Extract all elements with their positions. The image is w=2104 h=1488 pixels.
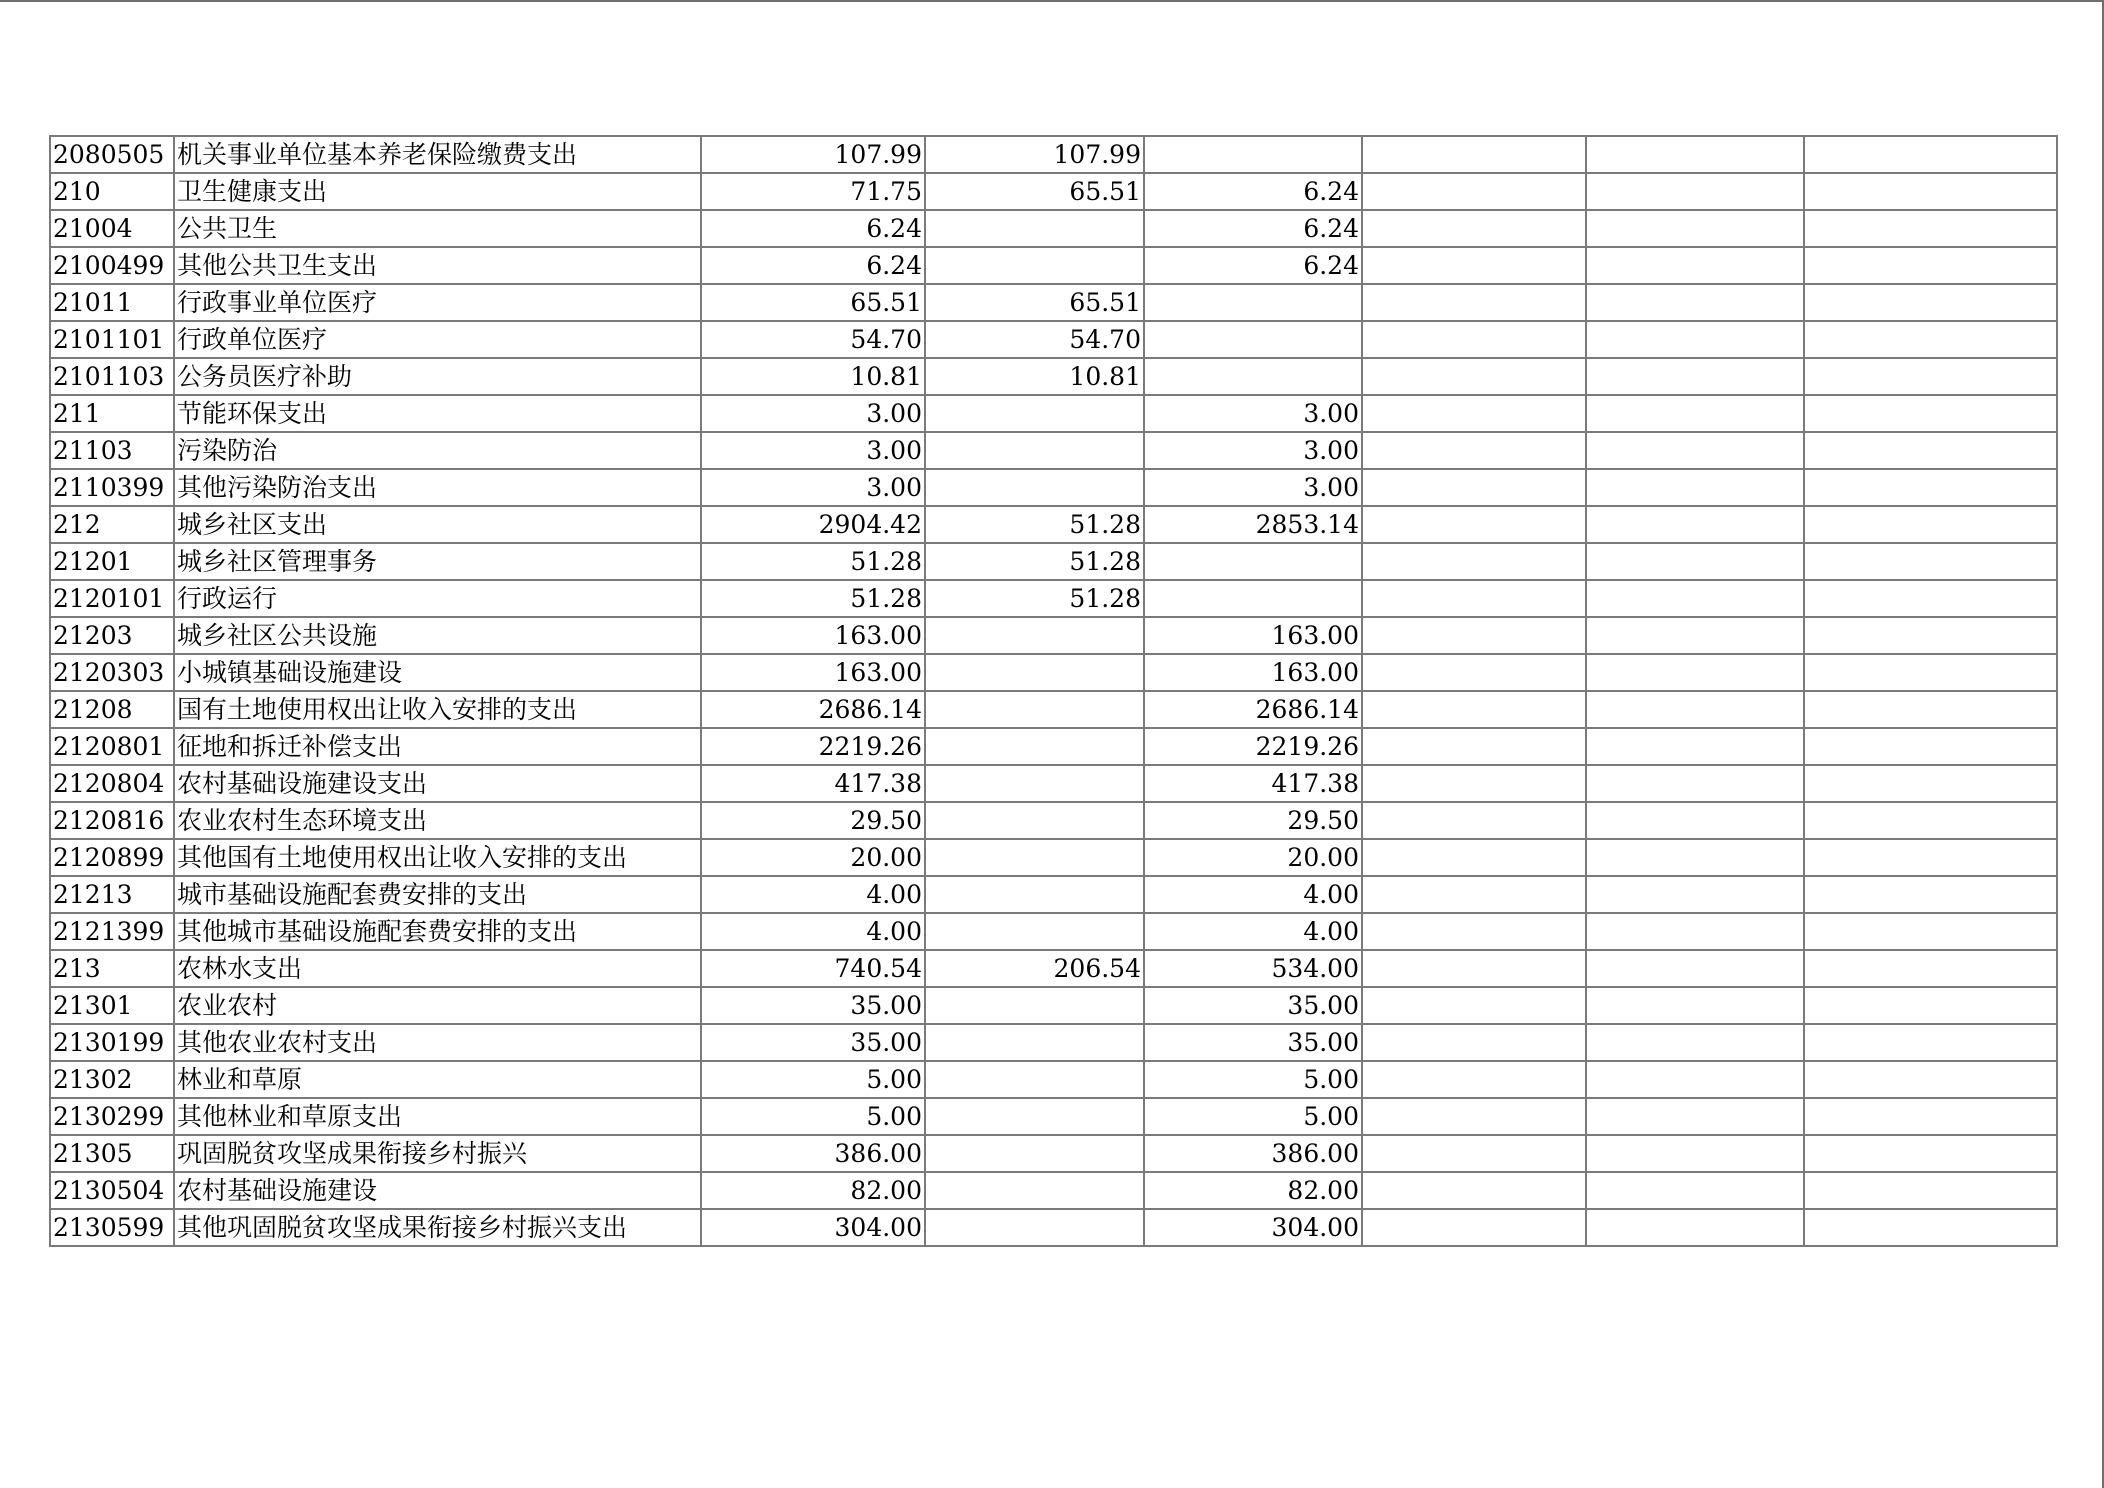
empty-cell	[1586, 284, 1804, 321]
subject-code-cell: 21213	[50, 876, 174, 913]
subject-name-cell: 农业农村生态环境支出	[174, 802, 701, 839]
table-row	[50, 210, 2057, 247]
project-expenditure-cell: 534.00	[1144, 950, 1362, 987]
basic-expenditure-cell	[925, 987, 1144, 1024]
empty-cell	[1804, 358, 2057, 395]
total-amount-cell: 51.28	[701, 580, 925, 617]
total-amount-cell: 2686.14	[701, 691, 925, 728]
empty-cell	[1362, 136, 1586, 173]
subject-name-cell: 公务员医疗补助	[174, 358, 701, 395]
project-expenditure-cell: 6.24	[1144, 173, 1362, 210]
project-expenditure-cell: 2219.26	[1144, 728, 1362, 765]
basic-expenditure-cell	[925, 469, 1144, 506]
table-row	[50, 691, 2057, 728]
basic-expenditure-cell	[925, 654, 1144, 691]
subject-name-cell: 行政单位医疗	[174, 321, 701, 358]
empty-cell	[1362, 839, 1586, 876]
table-row	[50, 247, 2057, 284]
table-row	[50, 469, 2057, 506]
empty-cell	[1362, 506, 1586, 543]
basic-expenditure-cell: 51.28	[925, 543, 1144, 580]
empty-cell	[1804, 1098, 2057, 1135]
empty-cell	[1804, 1061, 2057, 1098]
subject-name-cell: 城乡社区管理事务	[174, 543, 701, 580]
empty-cell	[1586, 1135, 1804, 1172]
basic-expenditure-cell	[925, 210, 1144, 247]
basic-expenditure-cell	[925, 765, 1144, 802]
table-row	[50, 506, 2057, 543]
subject-name-cell: 巩固脱贫攻坚成果衔接乡村振兴	[174, 1135, 701, 1172]
total-amount-cell: 2219.26	[701, 728, 925, 765]
empty-cell	[1804, 802, 2057, 839]
subject-name-cell: 林业和草原	[174, 1061, 701, 1098]
subject-code-cell: 2120801	[50, 728, 174, 765]
empty-cell	[1804, 247, 2057, 284]
total-amount-cell: 35.00	[701, 987, 925, 1024]
empty-cell	[1362, 284, 1586, 321]
subject-code-cell: 2120804	[50, 765, 174, 802]
total-amount-cell: 20.00	[701, 839, 925, 876]
total-amount-cell: 3.00	[701, 395, 925, 432]
subject-name-cell: 其他巩固脱贫攻坚成果衔接乡村振兴支出	[174, 1209, 701, 1246]
basic-expenditure-cell: 65.51	[925, 284, 1144, 321]
basic-expenditure-cell: 107.99	[925, 136, 1144, 173]
empty-cell	[1362, 691, 1586, 728]
empty-cell	[1586, 136, 1804, 173]
empty-cell	[1362, 1172, 1586, 1209]
empty-cell	[1362, 247, 1586, 284]
subject-code-cell: 2130504	[50, 1172, 174, 1209]
basic-expenditure-cell	[925, 395, 1144, 432]
subject-code-cell: 21201	[50, 543, 174, 580]
subject-name-cell: 城乡社区公共设施	[174, 617, 701, 654]
table-row	[50, 432, 2057, 469]
empty-cell	[1804, 173, 2057, 210]
empty-cell	[1586, 987, 1804, 1024]
empty-cell	[1362, 802, 1586, 839]
empty-cell	[1362, 876, 1586, 913]
empty-cell	[1586, 580, 1804, 617]
empty-cell	[1804, 617, 2057, 654]
project-expenditure-cell: 35.00	[1144, 987, 1362, 1024]
basic-expenditure-cell	[925, 802, 1144, 839]
empty-cell	[1586, 1172, 1804, 1209]
subject-code-cell: 2120101	[50, 580, 174, 617]
subject-code-cell: 213	[50, 950, 174, 987]
empty-cell	[1586, 210, 1804, 247]
table-row	[50, 284, 2057, 321]
project-expenditure-cell: 304.00	[1144, 1209, 1362, 1246]
total-amount-cell: 54.70	[701, 321, 925, 358]
empty-cell	[1586, 802, 1804, 839]
table-body	[50, 136, 2057, 1246]
subject-code-cell: 211	[50, 395, 174, 432]
project-expenditure-cell: 6.24	[1144, 247, 1362, 284]
project-expenditure-cell: 3.00	[1144, 432, 1362, 469]
subject-code-cell: 21301	[50, 987, 174, 1024]
subject-name-cell: 其他农业农村支出	[174, 1024, 701, 1061]
basic-expenditure-cell: 51.28	[925, 506, 1144, 543]
empty-cell	[1804, 839, 2057, 876]
empty-cell	[1804, 284, 2057, 321]
project-expenditure-cell: 2686.14	[1144, 691, 1362, 728]
subject-name-cell: 农村基础设施建设	[174, 1172, 701, 1209]
subject-code-cell: 212	[50, 506, 174, 543]
subject-name-cell: 农业农村	[174, 987, 701, 1024]
empty-cell	[1586, 358, 1804, 395]
table-row	[50, 543, 2057, 580]
empty-cell	[1362, 654, 1586, 691]
empty-cell	[1804, 987, 2057, 1024]
subject-name-cell: 公共卫生	[174, 210, 701, 247]
subject-name-cell: 其他国有土地使用权出让收入安排的支出	[174, 839, 701, 876]
basic-expenditure-cell	[925, 247, 1144, 284]
total-amount-cell: 4.00	[701, 876, 925, 913]
total-amount-cell: 386.00	[701, 1135, 925, 1172]
table-row	[50, 1209, 2057, 1246]
project-expenditure-cell: 20.00	[1144, 839, 1362, 876]
empty-cell	[1804, 876, 2057, 913]
basic-expenditure-cell: 51.28	[925, 580, 1144, 617]
empty-cell	[1362, 728, 1586, 765]
empty-cell	[1586, 728, 1804, 765]
subject-code-cell: 2110399	[50, 469, 174, 506]
total-amount-cell: 82.00	[701, 1172, 925, 1209]
subject-code-cell: 2100499	[50, 247, 174, 284]
table-row	[50, 617, 2057, 654]
project-expenditure-cell: 29.50	[1144, 802, 1362, 839]
empty-cell	[1804, 1172, 2057, 1209]
empty-cell	[1362, 543, 1586, 580]
empty-cell	[1586, 395, 1804, 432]
project-expenditure-cell: 6.24	[1144, 210, 1362, 247]
empty-cell	[1804, 469, 2057, 506]
subject-code-cell: 21208	[50, 691, 174, 728]
basic-expenditure-cell	[925, 1098, 1144, 1135]
basic-expenditure-cell	[925, 1135, 1144, 1172]
basic-expenditure-cell	[925, 432, 1144, 469]
empty-cell	[1586, 913, 1804, 950]
empty-cell	[1586, 173, 1804, 210]
empty-cell	[1586, 506, 1804, 543]
total-amount-cell: 107.99	[701, 136, 925, 173]
empty-cell	[1586, 469, 1804, 506]
empty-cell	[1362, 1098, 1586, 1135]
empty-cell	[1804, 432, 2057, 469]
subject-name-cell: 其他公共卫生支出	[174, 247, 701, 284]
empty-cell	[1586, 876, 1804, 913]
subject-name-cell: 行政运行	[174, 580, 701, 617]
total-amount-cell: 5.00	[701, 1061, 925, 1098]
empty-cell	[1362, 1024, 1586, 1061]
total-amount-cell: 71.75	[701, 173, 925, 210]
total-amount-cell: 163.00	[701, 617, 925, 654]
basic-expenditure-cell	[925, 691, 1144, 728]
empty-cell	[1586, 691, 1804, 728]
basic-expenditure-cell	[925, 1061, 1144, 1098]
empty-cell	[1362, 1061, 1586, 1098]
subject-code-cell: 2130299	[50, 1098, 174, 1135]
empty-cell	[1362, 395, 1586, 432]
table-row	[50, 321, 2057, 358]
subject-code-cell: 2101103	[50, 358, 174, 395]
total-amount-cell: 35.00	[701, 1024, 925, 1061]
basic-expenditure-cell	[925, 728, 1144, 765]
subject-code-cell: 21302	[50, 1061, 174, 1098]
empty-cell	[1804, 580, 2057, 617]
table-row	[50, 839, 2057, 876]
total-amount-cell: 6.24	[701, 210, 925, 247]
table-row	[50, 173, 2057, 210]
table-row	[50, 1098, 2057, 1135]
project-expenditure-cell: 5.00	[1144, 1098, 1362, 1135]
basic-expenditure-cell	[925, 1024, 1144, 1061]
table-row	[50, 395, 2057, 432]
subject-code-cell: 21305	[50, 1135, 174, 1172]
empty-cell	[1586, 321, 1804, 358]
total-amount-cell: 65.51	[701, 284, 925, 321]
total-amount-cell: 4.00	[701, 913, 925, 950]
subject-code-cell: 21203	[50, 617, 174, 654]
empty-cell	[1804, 654, 2057, 691]
total-amount-cell: 6.24	[701, 247, 925, 284]
empty-cell	[1804, 321, 2057, 358]
total-amount-cell: 3.00	[701, 432, 925, 469]
empty-cell	[1362, 469, 1586, 506]
project-expenditure-cell: 35.00	[1144, 1024, 1362, 1061]
total-amount-cell: 51.28	[701, 543, 925, 580]
empty-cell	[1586, 1024, 1804, 1061]
subject-code-cell: 2121399	[50, 913, 174, 950]
subject-code-cell: 210	[50, 173, 174, 210]
subject-name-cell: 征地和拆迁补偿支出	[174, 728, 701, 765]
table-row	[50, 580, 2057, 617]
basic-expenditure-cell	[925, 913, 1144, 950]
subject-code-cell: 2130599	[50, 1209, 174, 1246]
table-row	[50, 1135, 2057, 1172]
project-expenditure-cell: 417.38	[1144, 765, 1362, 802]
table-row	[50, 987, 2057, 1024]
empty-cell	[1362, 913, 1586, 950]
project-expenditure-cell: 82.00	[1144, 1172, 1362, 1209]
empty-cell	[1362, 950, 1586, 987]
subject-code-cell: 21011	[50, 284, 174, 321]
subject-code-cell: 2120303	[50, 654, 174, 691]
empty-cell	[1804, 506, 2057, 543]
subject-code-cell: 2120816	[50, 802, 174, 839]
project-expenditure-cell: 4.00	[1144, 876, 1362, 913]
total-amount-cell: 3.00	[701, 469, 925, 506]
subject-code-cell: 21004	[50, 210, 174, 247]
subject-name-cell: 城乡社区支出	[174, 506, 701, 543]
basic-expenditure-cell	[925, 617, 1144, 654]
empty-cell	[1804, 691, 2057, 728]
budget-expenditure-table	[49, 135, 2058, 1247]
subject-name-cell: 其他城市基础设施配套费安排的支出	[174, 913, 701, 950]
subject-code-cell: 2101101	[50, 321, 174, 358]
empty-cell	[1362, 173, 1586, 210]
basic-expenditure-cell: 54.70	[925, 321, 1144, 358]
basic-expenditure-cell	[925, 1172, 1144, 1209]
total-amount-cell: 29.50	[701, 802, 925, 839]
empty-cell	[1362, 432, 1586, 469]
empty-cell	[1586, 543, 1804, 580]
project-expenditure-cell	[1144, 358, 1362, 395]
table-row	[50, 728, 2057, 765]
total-amount-cell: 417.38	[701, 765, 925, 802]
subject-name-cell: 农林水支出	[174, 950, 701, 987]
subject-name-cell: 机关事业单位基本养老保险缴费支出	[174, 136, 701, 173]
subject-name-cell: 其他林业和草原支出	[174, 1098, 701, 1135]
project-expenditure-cell	[1144, 580, 1362, 617]
empty-cell	[1804, 543, 2057, 580]
empty-cell	[1804, 136, 2057, 173]
subject-name-cell: 农村基础设施建设支出	[174, 765, 701, 802]
empty-cell	[1804, 210, 2057, 247]
table-row	[50, 358, 2057, 395]
empty-cell	[1804, 1135, 2057, 1172]
empty-cell	[1586, 617, 1804, 654]
empty-cell	[1586, 1098, 1804, 1135]
empty-cell	[1362, 210, 1586, 247]
subject-name-cell: 国有土地使用权出让收入安排的支出	[174, 691, 701, 728]
empty-cell	[1362, 321, 1586, 358]
project-expenditure-cell: 2853.14	[1144, 506, 1362, 543]
project-expenditure-cell: 163.00	[1144, 617, 1362, 654]
empty-cell	[1362, 1135, 1586, 1172]
project-expenditure-cell: 163.00	[1144, 654, 1362, 691]
project-expenditure-cell	[1144, 136, 1362, 173]
empty-cell	[1586, 839, 1804, 876]
project-expenditure-cell	[1144, 543, 1362, 580]
subject-code-cell: 2130199	[50, 1024, 174, 1061]
project-expenditure-cell: 3.00	[1144, 469, 1362, 506]
subject-code-cell: 2080505	[50, 136, 174, 173]
subject-name-cell: 污染防治	[174, 432, 701, 469]
empty-cell	[1362, 765, 1586, 802]
project-expenditure-cell: 3.00	[1144, 395, 1362, 432]
empty-cell	[1804, 913, 2057, 950]
table-row	[50, 1172, 2057, 1209]
empty-cell	[1804, 1209, 2057, 1246]
project-expenditure-cell: 5.00	[1144, 1061, 1362, 1098]
basic-expenditure-cell	[925, 839, 1144, 876]
empty-cell	[1804, 1024, 2057, 1061]
project-expenditure-cell: 386.00	[1144, 1135, 1362, 1172]
empty-cell	[1804, 765, 2057, 802]
total-amount-cell: 2904.42	[701, 506, 925, 543]
basic-expenditure-cell: 10.81	[925, 358, 1144, 395]
table-row	[50, 654, 2057, 691]
subject-name-cell: 城市基础设施配套费安排的支出	[174, 876, 701, 913]
table-row	[50, 950, 2057, 987]
empty-cell	[1362, 617, 1586, 654]
basic-expenditure-cell	[925, 1209, 1144, 1246]
empty-cell	[1362, 987, 1586, 1024]
project-expenditure-cell: 4.00	[1144, 913, 1362, 950]
empty-cell	[1362, 358, 1586, 395]
total-amount-cell: 5.00	[701, 1098, 925, 1135]
empty-cell	[1586, 950, 1804, 987]
subject-name-cell: 卫生健康支出	[174, 173, 701, 210]
table-row	[50, 876, 2057, 913]
total-amount-cell: 740.54	[701, 950, 925, 987]
subject-code-cell: 21103	[50, 432, 174, 469]
table-row	[50, 1024, 2057, 1061]
table-row	[50, 765, 2057, 802]
empty-cell	[1586, 654, 1804, 691]
empty-cell	[1586, 1061, 1804, 1098]
total-amount-cell: 304.00	[701, 1209, 925, 1246]
empty-cell	[1586, 247, 1804, 284]
subject-name-cell: 其他污染防治支出	[174, 469, 701, 506]
project-expenditure-cell	[1144, 321, 1362, 358]
project-expenditure-cell	[1144, 284, 1362, 321]
basic-expenditure-cell: 65.51	[925, 173, 1144, 210]
table-row	[50, 136, 2057, 173]
table-row	[50, 1061, 2057, 1098]
subject-code-cell: 2120899	[50, 839, 174, 876]
basic-expenditure-cell: 206.54	[925, 950, 1144, 987]
empty-cell	[1804, 950, 2057, 987]
empty-cell	[1586, 1209, 1804, 1246]
empty-cell	[1362, 1209, 1586, 1246]
subject-name-cell: 节能环保支出	[174, 395, 701, 432]
empty-cell	[1804, 395, 2057, 432]
total-amount-cell: 163.00	[701, 654, 925, 691]
empty-cell	[1362, 580, 1586, 617]
page-top-border	[0, 0, 2104, 2]
empty-cell	[1586, 765, 1804, 802]
basic-expenditure-cell	[925, 876, 1144, 913]
empty-cell	[1804, 728, 2057, 765]
total-amount-cell: 10.81	[701, 358, 925, 395]
subject-name-cell: 行政事业单位医疗	[174, 284, 701, 321]
empty-cell	[1586, 432, 1804, 469]
table-row	[50, 802, 2057, 839]
table-row	[50, 913, 2057, 950]
subject-name-cell: 小城镇基础设施建设	[174, 654, 701, 691]
